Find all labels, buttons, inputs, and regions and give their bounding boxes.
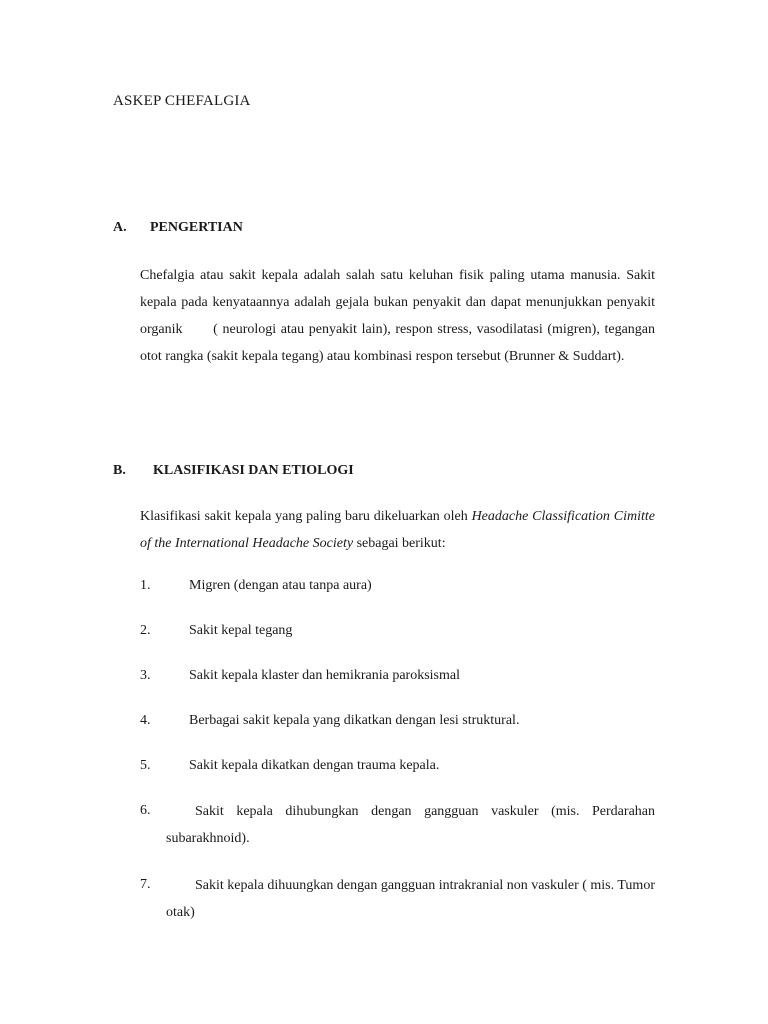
list-item-number: 2. xyxy=(140,623,151,638)
section-a-heading xyxy=(113,220,243,236)
list-item-text: Sakit kepala dihubungkan dengan gangguan vaskuler (mis. Perdarahan subarakhnoid). xyxy=(166,804,655,846)
list-item-text: Sakit kepala dikatkan dengan trauma kepala. xyxy=(189,758,440,773)
list-item-text: Sakit kepal tegang xyxy=(189,623,293,638)
document-title: ASKEP CHEFALGIA xyxy=(113,93,251,109)
list-item-number: 1. xyxy=(140,578,151,593)
section-a-title: PENGERTIAN xyxy=(150,220,243,235)
list-item-number: 7. xyxy=(140,877,151,892)
section-b-title: KLASIFIKASI DAN ETIOLOGI xyxy=(153,463,354,478)
section-a-letter: A. xyxy=(113,220,127,235)
list-item-text: Sakit kepala klaster dan hemikrania paroksismal xyxy=(189,668,460,683)
list-item-text: Berbagai sakit kepala yang dikatkan dengan lesi struktural. xyxy=(189,713,520,728)
section-a-paragraph-part1: Chefalgia atau sakit kepala adalah salah satu keluhan fisik paling utama manusia. Sakit kepala pada kenyataannya adalah gejala bukan penyakit dan dapat menunjukkan penyakit organik xyxy=(140,268,655,337)
list-item-text: Migren (dengan atau tanpa aura) xyxy=(189,578,372,593)
list-item-number: 4. xyxy=(140,713,151,728)
list-item-number: 3. xyxy=(140,668,151,683)
list-item-number: 5. xyxy=(140,758,151,773)
section-b-intro xyxy=(140,503,655,557)
list-item-number: 6. xyxy=(140,803,151,818)
section-a-paragraph-part2: ( neurologi atau penyakit lain), respon stress, vasodilatasi (migren), tegangan otot rangka (sakit kepala tegang) atau kombinasi respon tersebut (Brunner & Suddart). xyxy=(140,322,656,364)
section-b-intro-part2: sebagai berikut: xyxy=(353,536,446,551)
list-item-text: Sakit kepala dihuungkan dengan gangguan intrakranial non vaskuler ( mis. Tumor otak) xyxy=(166,878,655,920)
section-b-heading xyxy=(113,463,354,479)
section-b-intro-italic: Headache Classification Cimitte of the International Headache Society xyxy=(140,509,655,551)
section-b-intro-part1: Klasifikasi sakit kepala yang paling baru dikeluarkan oleh xyxy=(140,509,472,524)
section-b-letter: B. xyxy=(113,463,126,478)
section-a-paragraph xyxy=(140,262,655,370)
